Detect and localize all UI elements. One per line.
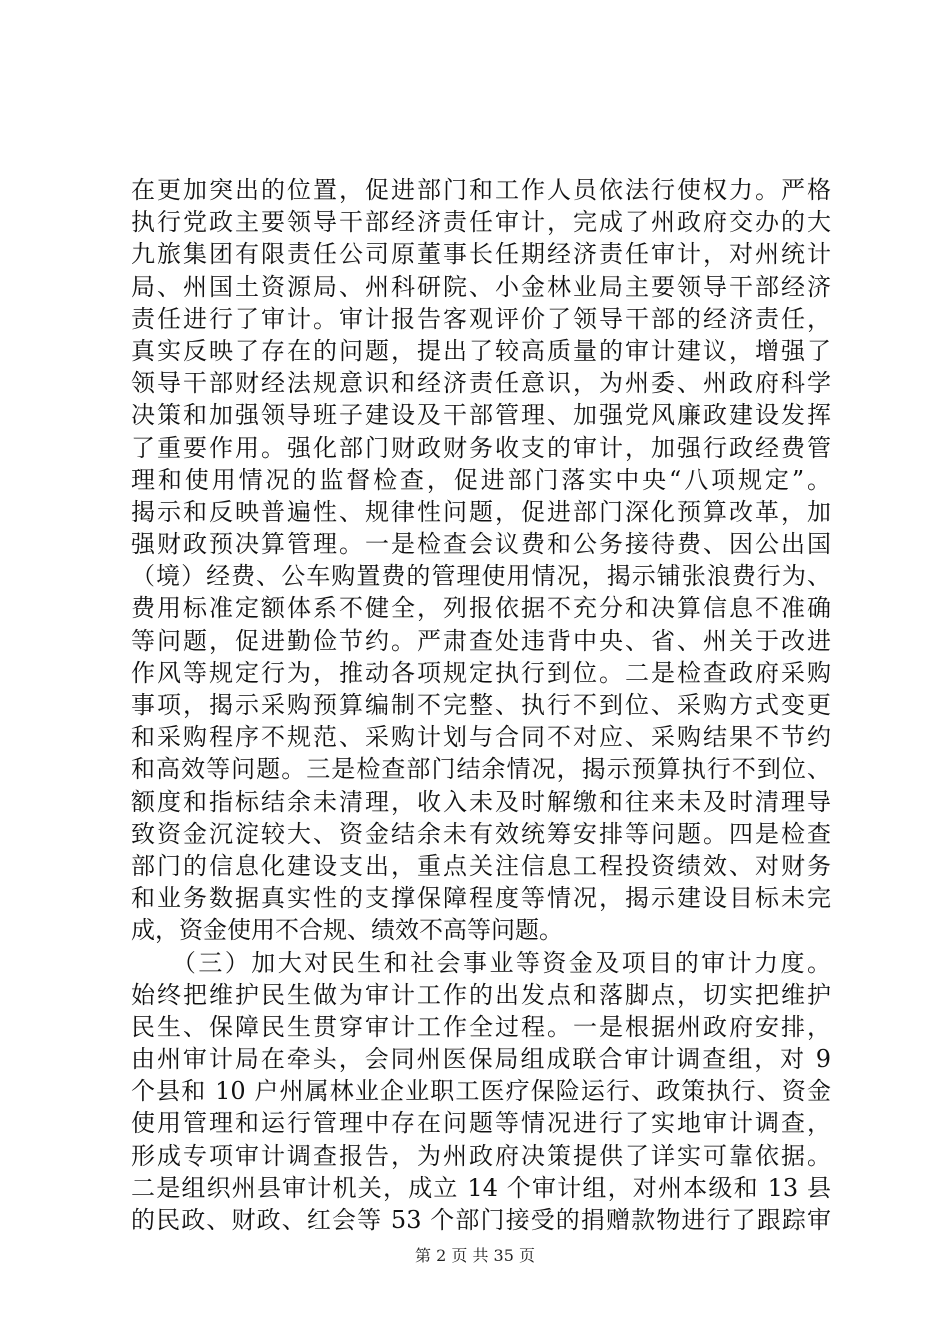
text-line: 和高效等问题。三是检查部门结余情况，揭示预算执行不到位、 <box>131 755 831 784</box>
text-line: 揭示和反映普遍性、规律性问题，促进部门深化预算改革，加 <box>131 497 831 526</box>
page-number-footer: 第 2 页 共 35 页 <box>415 1246 535 1265</box>
text-line: 真实反映了存在的问题，提出了较高质量的审计建议，增强了 <box>131 336 831 365</box>
text-line: 领导干部财经法规意识和经济责任意识，为州委、州政府科学 <box>131 369 831 398</box>
text-line: 了重要作用。强化部门财政财务收支的审计，加强行政经费管 <box>131 433 831 462</box>
text-line: 由州审计局在牵头，会同州医保局组成联合审计调查组，对 9 <box>131 1045 831 1074</box>
text-line: 个县和 10 户州属林业企业职工医疗保险运行、政策执行、资金 <box>131 1077 831 1106</box>
text-line: 二是组织州县审计机关，成立 14 个审计组，对州本级和 13 县 <box>131 1173 831 1202</box>
text-line: 使用管理和运行管理中存在问题等情况进行了实地审计调查， <box>131 1109 831 1138</box>
text-line: 事项，揭示采购预算编制不完整、执行不到位、采购方式变更 <box>131 691 831 719</box>
text-line: 执行党政主要领导干部经济责任审计，完成了州政府交办的大 <box>131 208 831 237</box>
text-line: 始终把维护民生做为审计工作的出发点和落脚点，切实把维护 <box>131 980 831 1009</box>
text-line: 和采购程序不规范、采购计划与合同不对应、采购结果不节约 <box>131 723 831 752</box>
text-line: 部门的信息化建设支出，重点关注信息工程投资绩效、对财务 <box>131 851 831 880</box>
text-line: 等问题，促进勤俭节约。严肃查处违背中央、省、州关于改进 <box>131 626 831 655</box>
text-line: 责任进行了审计。审计报告客观评价了领导干部的经济责任， <box>131 304 831 333</box>
section-heading-line: （三）加大对民生和社会事业等资金及项目的审计力度。 <box>131 948 831 977</box>
text-line: 成，资金使用不合规、绩效不高等问题。 <box>131 916 563 945</box>
text-line: 和业务数据真实性的支撑保障程度等情况，揭示建设目标未完 <box>131 884 831 913</box>
text-line: 作风等规定行为，推动各项规定执行到位。二是检查政府采购 <box>131 658 831 687</box>
text-line: （境）经费、公车购置费的管理使用情况，揭示铺张浪费行为、 <box>131 562 831 591</box>
text-line: 额度和指标结余未清理，收入未及时解缴和往来未及时清理导 <box>131 787 831 816</box>
text-line: 九旅集团有限责任公司原董事长任期经济责任审计，对州统计 <box>131 240 831 269</box>
text-line: 强财政预决算管理。一是检查会议费和公务接待费、因公出国 <box>131 530 831 559</box>
text-line: 理和使用情况的监督检查，促进部门落实中央“八项规定”。 <box>131 465 831 494</box>
text-line: 民生、保障民生贯穿审计工作全过程。一是根据州政府安排， <box>131 1012 831 1041</box>
text-line: 决策和加强领导班子建设及干部管理、加强党风廉政建设发挥 <box>131 401 831 430</box>
text-line: 在更加突出的位置，促进部门和工作人员依法行使权力。严格 <box>131 176 831 204</box>
text-line: 致资金沉淀较大、资金结余未有效统筹安排等问题。四是检查 <box>131 819 831 848</box>
body-text <box>131 174 831 1236</box>
text-line: 费用标准定额体系不健全，列报依据不充分和决算信息不准确 <box>131 594 831 623</box>
text-line: 形成专项审计调查报告，为州政府决策提供了详实可靠依据。 <box>131 1141 831 1170</box>
text-line: 局、州国土资源局、州科研院、小金林业局主要领导干部经济 <box>131 272 831 301</box>
text-line: 的民政、财政、红会等 53 个部门接受的捐赠款物进行了跟踪审 <box>131 1206 831 1234</box>
